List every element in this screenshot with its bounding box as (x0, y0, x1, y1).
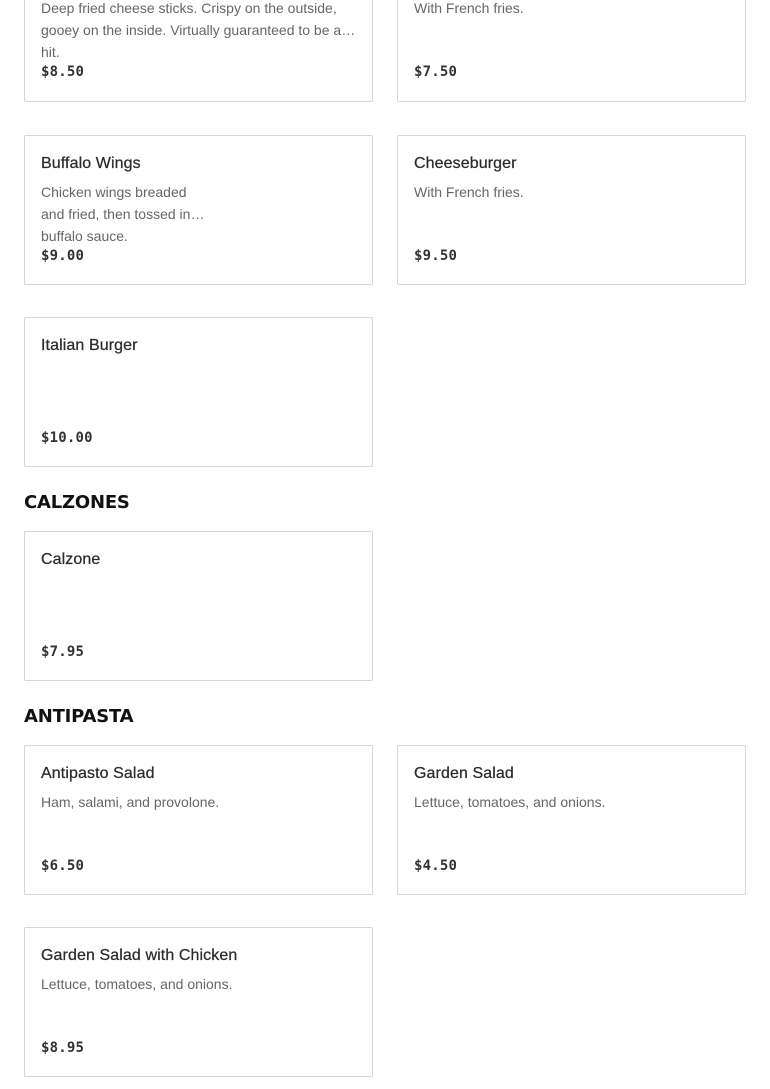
item-description: With French fries. (414, 184, 524, 200)
item-price: $4.50 (414, 858, 458, 874)
item-name: Italian Burger (41, 337, 138, 354)
item-price: $7.50 (414, 64, 458, 80)
item-description: Lettuce, tomatoes, and onions. (414, 794, 606, 810)
item-description: Deep fried cheese sticks. Crispy on the outside, gooey on the inside. Virtually guaranteed to be a hit. (41, 0, 342, 60)
menu-item-card[interactable] (24, 745, 373, 895)
menu-item-card[interactable] (24, 317, 373, 467)
item-description: Chicken wings breaded and fried, then tossed in buffalo sauce. (41, 184, 191, 244)
item-price: $7.95 (41, 644, 85, 660)
section-title-antipasta: ANTIPASTA (24, 706, 134, 727)
item-price: $6.50 (41, 858, 85, 874)
menu-item-card[interactable] (24, 927, 373, 1077)
item-name: Cheeseburger (414, 155, 517, 172)
menu-item-card[interactable] (24, 135, 373, 285)
item-name: Buffalo Wings (41, 155, 141, 172)
item-price: $9.00 (41, 248, 85, 264)
item-price: $8.95 (41, 1040, 85, 1056)
menu-item-card[interactable] (397, 135, 746, 285)
item-name: Garden Salad (414, 765, 514, 782)
item-name: Calzone (41, 551, 101, 568)
item-description: Lettuce, tomatoes, and onions. (41, 976, 233, 992)
item-description: With French fries. (414, 0, 524, 16)
menu-item-card[interactable] (397, 745, 746, 895)
item-description: Ham, salami, and provolone. (41, 794, 220, 810)
item-price: $9.50 (414, 248, 458, 264)
menu-item-card[interactable] (24, 531, 373, 681)
item-price: $8.50 (41, 64, 85, 80)
menu-item-card[interactable] (24, 0, 373, 102)
item-name: Garden Salad with Chicken (41, 947, 238, 964)
item-name: Antipasto Salad (41, 765, 155, 782)
menu-item-card[interactable] (397, 0, 746, 102)
section-title-calzones: CALZONES (24, 492, 130, 513)
item-price: $10.00 (41, 430, 93, 446)
